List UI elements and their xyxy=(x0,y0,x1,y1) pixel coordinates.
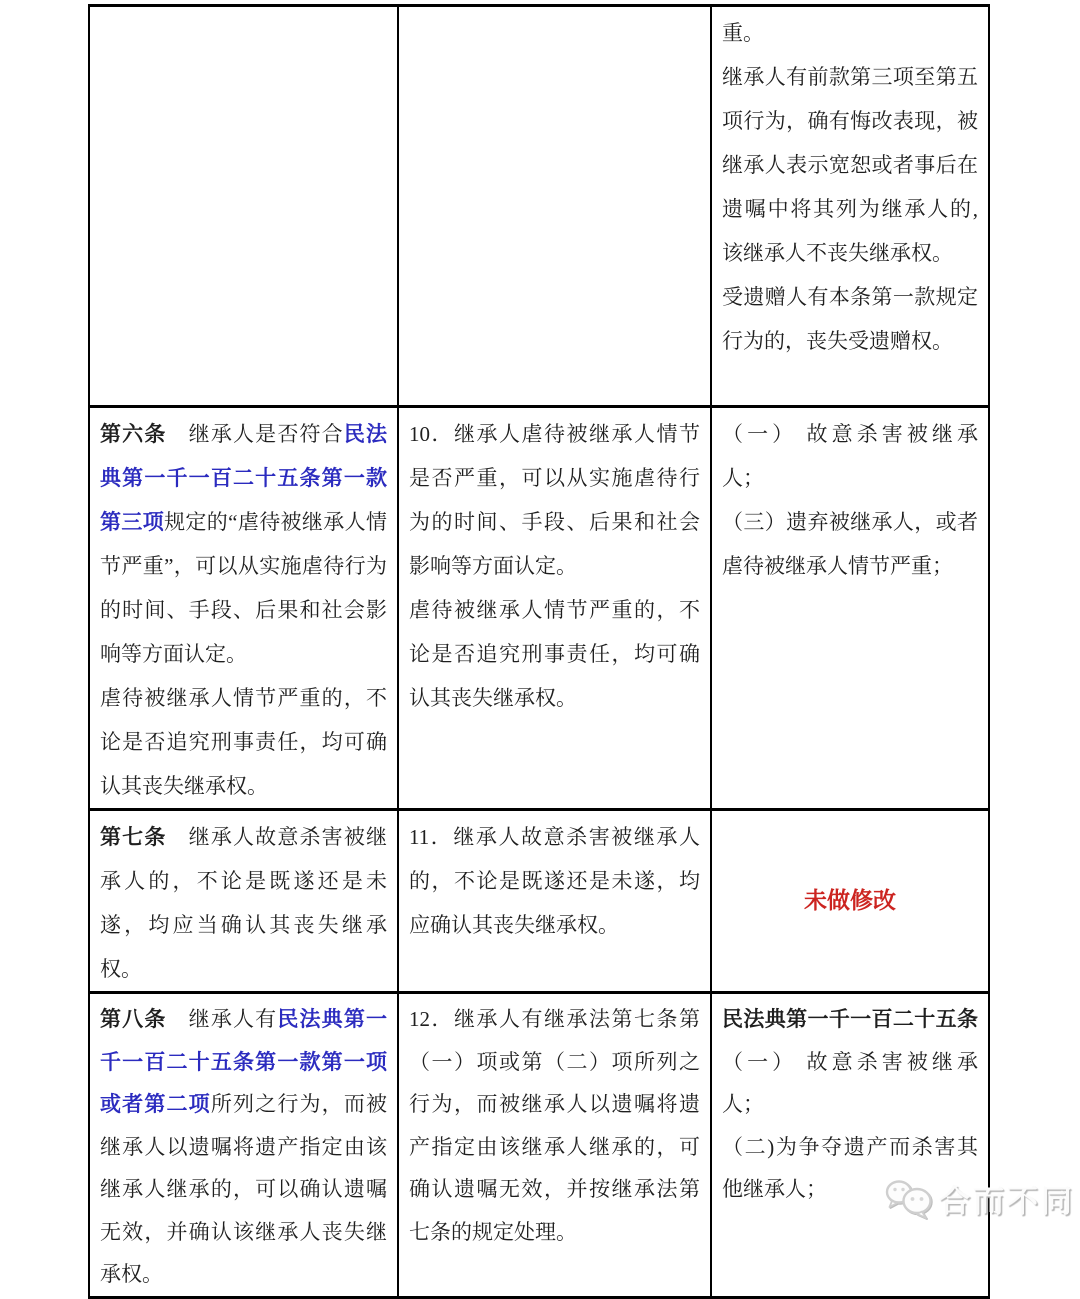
table-row-1 xyxy=(89,6,989,407)
law-reference-link[interactable]: 民法典第一千一百二十五条第一款第三项 xyxy=(100,422,388,534)
paragraph xyxy=(100,412,387,676)
law-reference-link[interactable]: 民法典第一千一百二十五条第一款第一项或者第二项 xyxy=(100,1007,388,1116)
paragraph xyxy=(100,815,387,991)
text-run: 第七条 xyxy=(100,825,167,849)
text-run: 继承人是否符合 xyxy=(166,422,344,446)
paragraph xyxy=(409,412,700,588)
text-run: 规定的“虐待被继承人情节严重”，可以从实施虐待行为的时间、手段、后果和社会影响等方面认定。 xyxy=(100,510,387,666)
cell-r3-c3 xyxy=(711,810,989,993)
table-row-2 xyxy=(89,407,989,810)
paragraph xyxy=(722,55,978,275)
paragraph xyxy=(100,676,387,808)
paragraph xyxy=(722,879,978,923)
text-run: 第六条 xyxy=(100,422,167,446)
text-run: 10．继承人虐待被继承人情节是否严重，可以从实施虐待行为的时间、手段、后果和社会影响等方面认定。 xyxy=(409,422,700,578)
text-run: 所列之行为，而被继承人以遗嘱将遗产指定由该继承人继承的，可以确认遗嘱无效，并确认该继承人丧失继承权。 xyxy=(100,1092,388,1286)
paragraph xyxy=(722,500,978,588)
cell-r3-c1 xyxy=(89,810,398,993)
text-run: （三）遗弃被继承人，或者虐待被继承人情节严重； xyxy=(722,510,978,578)
paragraph xyxy=(409,815,700,947)
text-run: （一） 故意杀害被继承人； xyxy=(722,1049,978,1116)
cell-r1-c3 xyxy=(711,6,989,407)
text-run: 未做修改 xyxy=(804,888,896,913)
text-run: 继承人故意杀害被继承人的，不论是既遂还是未遂，均应当确认其丧失继承权。 xyxy=(100,825,387,981)
cell-r1-c2 xyxy=(398,6,711,407)
text-run: 虐待被继承人情节严重的，不论是否追究刑事责任，均可确认其丧失继承权。 xyxy=(100,686,387,798)
cell-r2-c2 xyxy=(398,407,711,810)
paragraph xyxy=(409,998,700,1253)
table-row-3 xyxy=(89,810,989,993)
cell-r4-c2 xyxy=(398,993,711,1298)
paragraph xyxy=(409,588,700,720)
paragraph xyxy=(722,1126,978,1211)
text-run: （一） 故意杀害被继承人； xyxy=(722,422,978,490)
text-run: （二)为争夺遗产而杀害其他继承人； xyxy=(722,1134,978,1201)
text-run: 继承人有 xyxy=(166,1007,278,1031)
cell-r4-c1 xyxy=(89,993,398,1298)
text-run: 继承人有前款第三项至第五项行为，确有悔改表现，被继承人表示宽恕或者事后在遗嘱中将其列为继承人的,该继承人不丧失继承权。 xyxy=(722,65,978,265)
cell-r4-c3 xyxy=(711,993,989,1298)
cell-r2-c3 xyxy=(711,407,989,810)
table-body xyxy=(89,6,989,1298)
paragraph xyxy=(722,412,978,500)
table-row-4 xyxy=(89,993,989,1298)
law-comparison-table xyxy=(88,4,990,1299)
text-run: 民法典第一千一百二十五条 xyxy=(722,1007,978,1031)
cell-r3-c2 xyxy=(398,810,711,993)
text-run: 11．继承人故意杀害被继承人的，不论是既遂还是未遂，均应确认其丧失继承权。 xyxy=(409,825,700,937)
paragraph xyxy=(100,998,387,1296)
text-run: 虐待被继承人情节严重的，不论是否追究刑事责任，均可确认其丧失继承权。 xyxy=(409,598,700,710)
cell-r2-c1 xyxy=(89,407,398,810)
text-run: 重。 xyxy=(722,21,764,45)
paragraph xyxy=(722,998,978,1126)
text-run: 受遗赠人有本条第一款规定行为的，丧失受遗赠权。 xyxy=(722,285,978,353)
cell-r1-c1 xyxy=(89,6,398,407)
text-run: 第八条 xyxy=(100,1007,167,1031)
paragraph xyxy=(722,11,978,55)
text-run: 12．继承人有继承法第七条第（一）项或第（二）项所列之行为，而被继承人以遗嘱将遗产指定由该继承人继承的，可确认遗嘱无效，并按继承法第七条的规定处理。 xyxy=(409,1007,700,1244)
watermark-text: 合而不同 xyxy=(939,1184,1075,1219)
paragraph xyxy=(722,275,978,363)
